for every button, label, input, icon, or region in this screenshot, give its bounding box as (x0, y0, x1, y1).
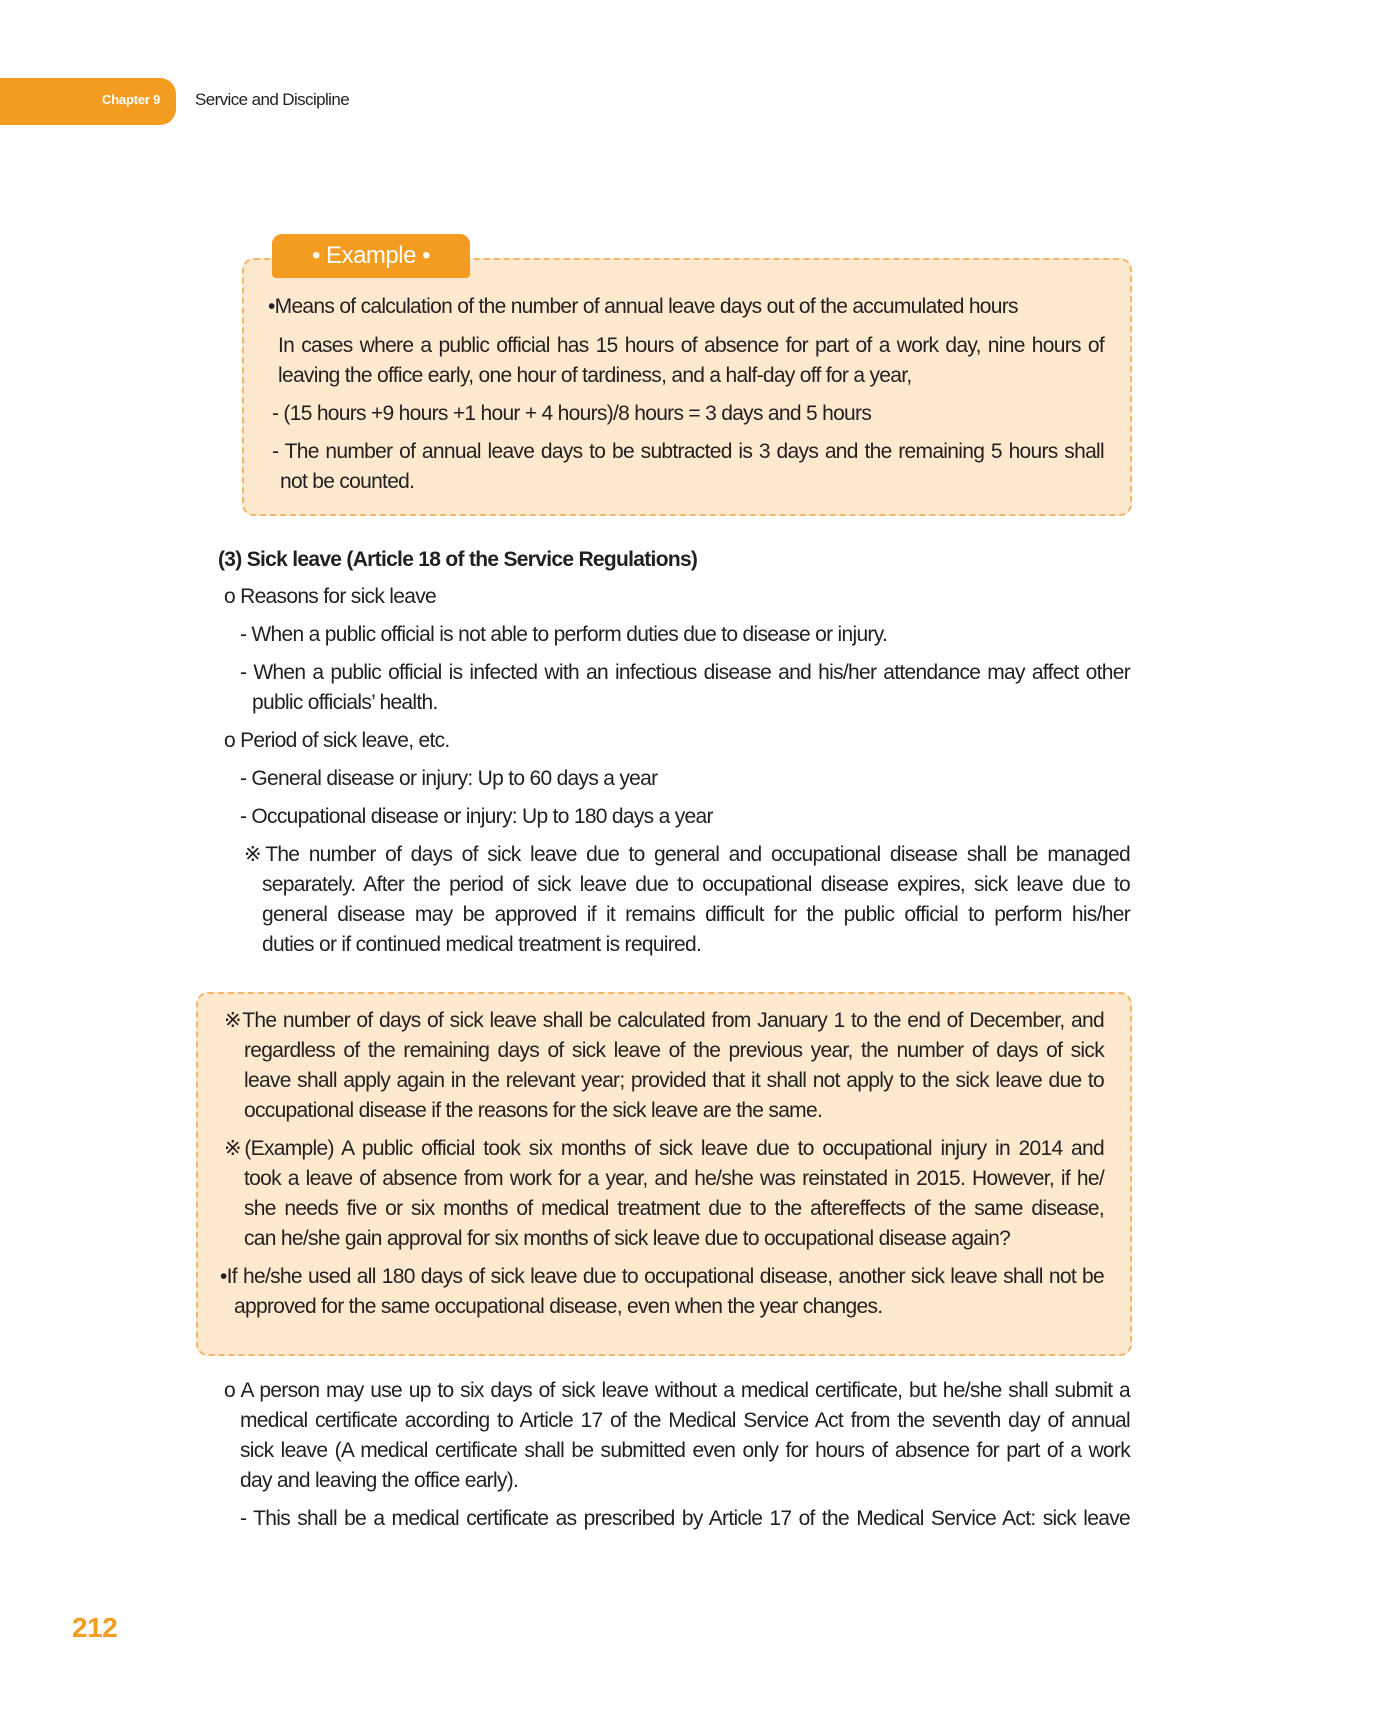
section-line: general disease may be approved if it remains difficult for the public official to perform his/her (262, 903, 1130, 926)
section-line: separately. After the period of sick leave due to occupational disease expires, sick leave due to (262, 873, 1130, 896)
chapter-label: Chapter 9 (102, 92, 161, 107)
note-line: ※(Example) A public official took six months of sick leave due to occupational injury in 2014 and (224, 1137, 1104, 1160)
section-line: - Occupational disease or injury: Up to 180 days a year (240, 805, 713, 828)
running-title: Service and Discipline (195, 90, 350, 109)
note-line: •If he/she used all 180 days of sick leave due to occupational disease, another sick leave shall not be (220, 1265, 1104, 1288)
section-line: public officials’ health. (252, 691, 438, 714)
note-line: she needs five or six months of medical treatment due to the aftereffects of the same disease, (244, 1197, 1104, 1220)
section-heading: (3) Sick leave (Article 18 of the Service Regulations) (218, 548, 698, 571)
note-line: occupational disease if the reasons for the sick leave are the same. (244, 1099, 823, 1122)
bottom-line: - This shall be a medical certificate as prescribed by Article 17 of the Medical Service Act: sick leave (240, 1507, 1130, 1530)
section-line: - General disease or injury: Up to 60 days a year (240, 767, 658, 790)
note-line: approved for the same occupational disease, even when the year changes. (234, 1295, 883, 1318)
bottom-line: o A person may use up to six days of sick leave without a medical certificate, but he/she shall submit a (224, 1379, 1130, 1402)
example-line: - (15 hours +9 hours +1 hour + 4 hours)/8 hours = 3 days and 5 hours (272, 402, 872, 425)
note-line: ※The number of days of sick leave shall be calculated from January 1 to the end of December, and (224, 1009, 1104, 1032)
section-line: o Period of sick leave, etc. (224, 729, 450, 752)
note-line: regardless of the remaining days of sick leave of the previous year, the number of days of sick (244, 1039, 1104, 1062)
section-line: - When a public official is infected with an infectious disease and his/her attendance may affect other (240, 661, 1130, 684)
section-line: - When a public official is not able to perform duties due to disease or injury. (240, 623, 888, 646)
example-line: In cases where a public official has 15 hours of absence for part of a work day, nine hours of (278, 334, 1104, 357)
example-line: •Means of calculation of the number of annual leave days out of the accumulated hours (268, 295, 1018, 318)
bottom-line: medical certificate according to Article 17 of the Medical Service Act from the seventh day of annual (240, 1409, 1130, 1432)
example-tab: • Example • (272, 234, 470, 278)
section-line: ※The number of days of sick leave due to general and occupational disease shall be managed (244, 843, 1130, 866)
example-line: not be counted. (280, 470, 415, 493)
note-line: leave shall apply again in the relevant year; provided that it shall not apply to the sick leave due to (244, 1069, 1104, 1092)
note-line: can he/she gain approval for six months of sick leave due to occupational disease again? (244, 1227, 1011, 1250)
example-line: leaving the office early, one hour of tardiness, and a half-day off for a year, (278, 364, 912, 387)
note-line: took a leave of absence from work for a year, and he/she was reinstated in 2015. However, if he/ (244, 1167, 1104, 1190)
example-line: - The number of annual leave days to be subtracted is 3 days and the remaining 5 hours shall (272, 440, 1104, 463)
page-number: 212 (72, 1612, 118, 1643)
bottom-line: sick leave (A medical certificate shall be submitted even only for hours of absence for part of a work (240, 1439, 1130, 1462)
section-line: o Reasons for sick leave (224, 585, 436, 608)
bottom-line: day and leaving the office early). (240, 1469, 519, 1492)
section-line: duties or if continued medical treatment is required. (262, 933, 702, 956)
